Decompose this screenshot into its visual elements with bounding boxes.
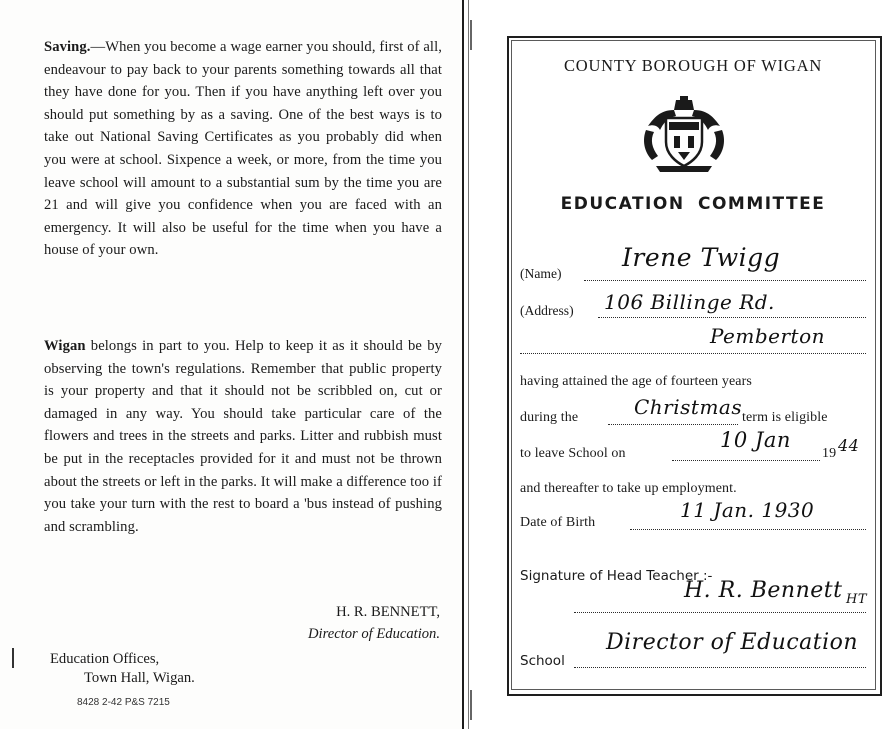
- during-label: during the: [520, 410, 579, 425]
- dob-label: Date of Birth: [520, 515, 596, 530]
- head-teacher-signature: H. R. Bennett: [684, 578, 843, 603]
- director-name: H. R. BENNETT,: [336, 604, 440, 620]
- wigan-paragraph: [44, 335, 442, 538]
- wigan-heading: Wigan: [44, 338, 86, 354]
- name-handwriting: Irene Twigg: [622, 243, 781, 272]
- coat-of-arms-icon: [636, 96, 732, 174]
- spine-mark: [470, 690, 472, 720]
- term-dotted-line: [608, 424, 738, 425]
- school-dotted-line: [574, 667, 866, 668]
- address-line-2-handwriting: Pemberton: [710, 324, 826, 348]
- scan-mark: [12, 648, 14, 668]
- school-label: School: [520, 653, 565, 669]
- age-text: having attained the age of fourteen years: [520, 374, 752, 389]
- offices-address: [50, 650, 195, 688]
- offices-line-2: Town Hall, Wigan.: [84, 670, 195, 686]
- address-label: (Address): [520, 303, 574, 318]
- address-dotted-line-2: [520, 353, 866, 354]
- dob-dotted-line: [630, 529, 866, 530]
- signature-dotted-line: [574, 612, 866, 613]
- address-dotted-line-1: [598, 317, 866, 318]
- address-line-1-handwriting: 106 Billinge Rd.: [604, 290, 775, 314]
- leave-date-handwriting: 10 Jan: [720, 428, 791, 452]
- spine-mark: [470, 20, 472, 50]
- saving-text: —When you become a wage earner you should, first of all, endeavour to pay back to your parents something towards all that they have done for you. Then if you have anything left over you should put something by as a saving. One of the best ways is to take out National Saving Certificates as you probably did when you were at school. Sixpence a week, or more, from the time you leave school will amount to a substantial sum by the time you are 21 and will give you confidence when you are faced with an emergency. It will also be useful for the time when you have a house of your own.: [44, 39, 442, 259]
- term-text: term is eligible: [742, 410, 828, 425]
- signature-label: Signature of Head Teacher :-: [520, 568, 713, 584]
- year-handwriting: 44: [838, 436, 860, 455]
- year-prefix: 19: [822, 446, 837, 461]
- committee-heading: EDUCATION COMMITTEE: [560, 194, 826, 214]
- director-title: Director of Education.: [308, 626, 440, 642]
- term-handwriting: Christmas: [634, 395, 743, 419]
- employment-text: and thereafter to take up employment.: [520, 481, 737, 496]
- signature-suffix: HT: [846, 592, 868, 607]
- dob-handwriting: 11 Jan. 1930: [680, 498, 815, 522]
- right-page: [474, 0, 888, 729]
- school-handwriting: Director of Education: [606, 630, 859, 655]
- name-label: (Name): [520, 266, 562, 281]
- saving-paragraph: [44, 36, 442, 262]
- director-signoff: [308, 601, 440, 645]
- county-heading: COUNTY BOROUGH OF WIGAN: [563, 56, 823, 75]
- name-dotted-line: [584, 280, 866, 281]
- wigan-text: belongs in part to you. Help to keep it as it should be by observing the town's regulations. Remember that public property is your property and that it should not be scribbled on, cut or damaged in any way. You should take particular care of the flowers and trees in the streets and parks. Litter and rubbish must be put in the receptacles provided for it and must not be thrown about the streets or left in the parks. It will make a difference too if you take your turn with the rest to board a 'bus instead of pushing and scrambling.: [44, 338, 442, 535]
- leave-label: to leave School on: [520, 446, 626, 461]
- leave-dotted-line: [672, 460, 820, 461]
- print-code: 8428 2-42 P&S 7215: [77, 697, 170, 708]
- offices-line-1: Education Offices,: [50, 651, 160, 667]
- saving-heading: Saving.: [44, 39, 91, 55]
